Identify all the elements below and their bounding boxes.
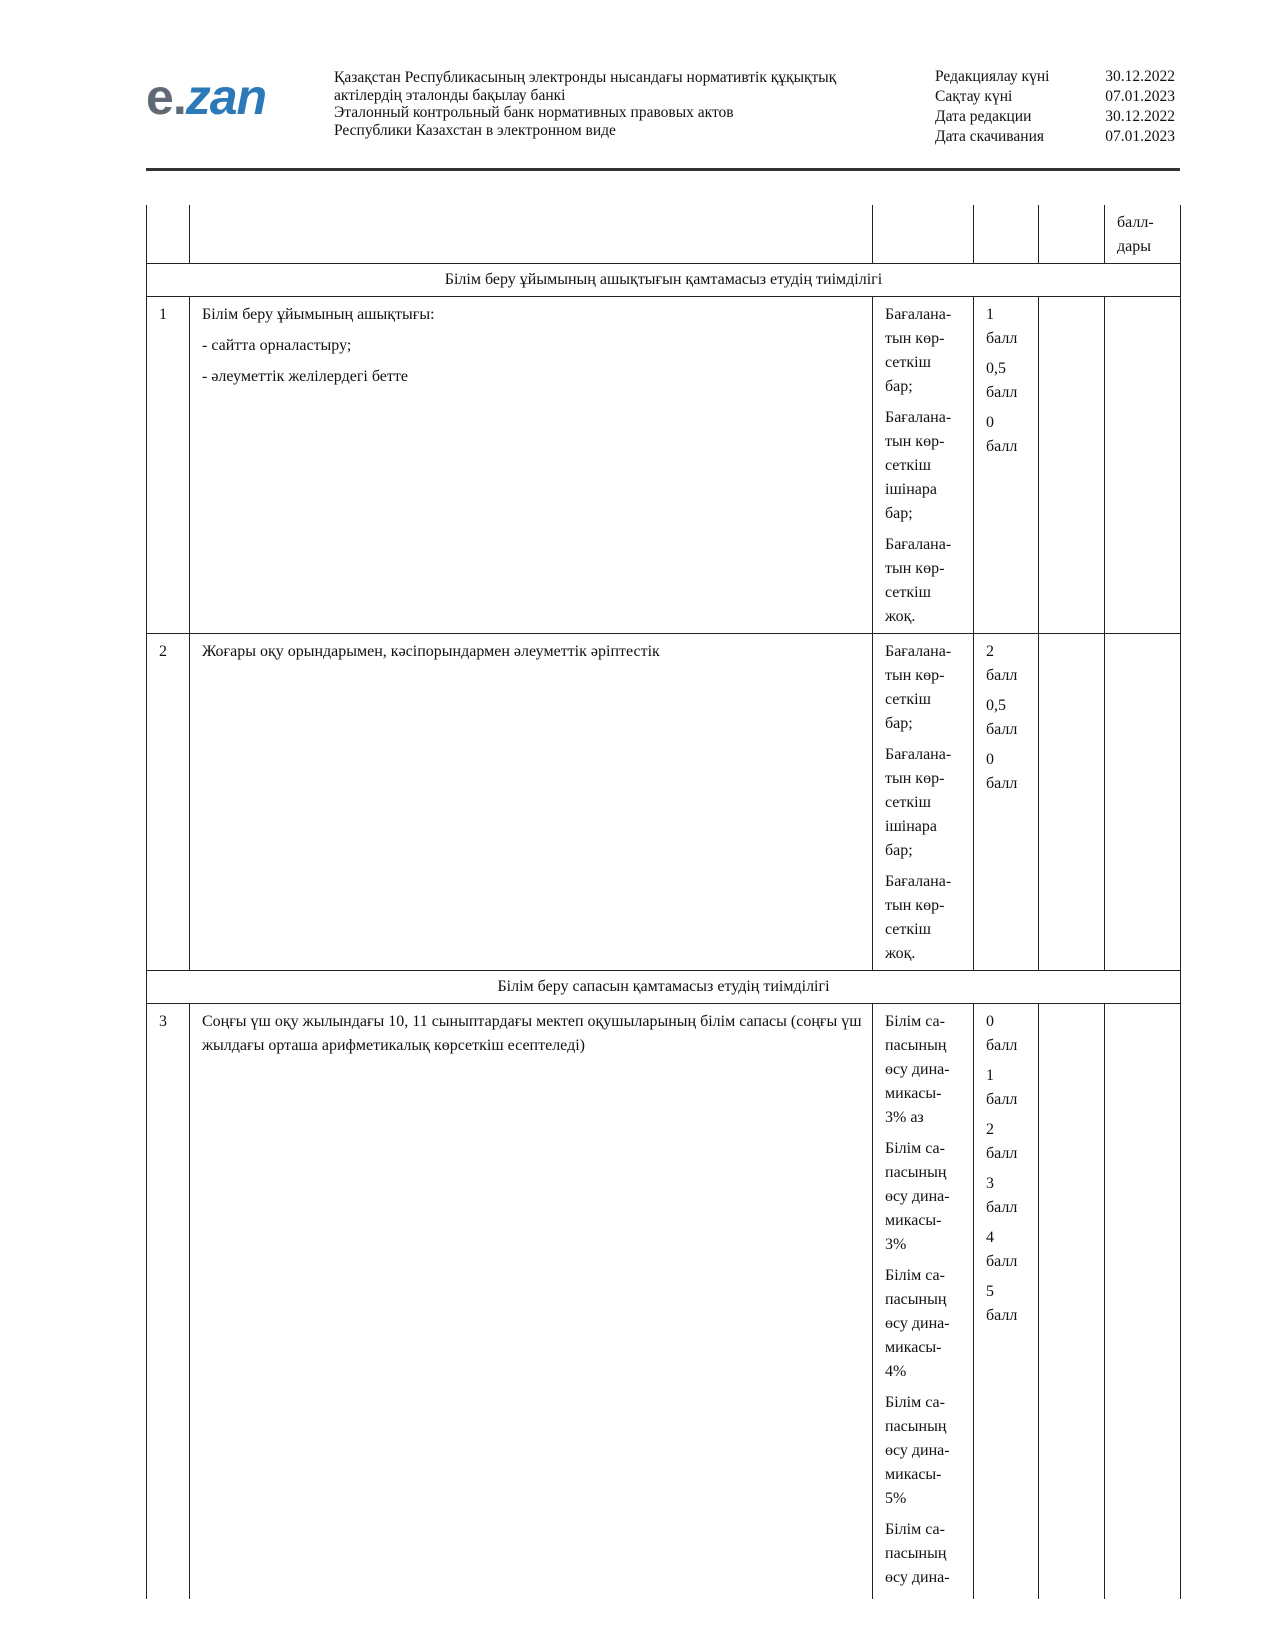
- criteria-line: - әлеуметтік желілердегі бетте: [202, 368, 408, 385]
- criteria-line: Жоғары оқу орындарымен, кәсіпорындармен әлеуметтік әріптестік: [202, 643, 660, 660]
- cell-points: [974, 297, 1039, 634]
- cell-extra: [1039, 1004, 1105, 1599]
- meta-row: [935, 67, 1175, 87]
- meta-label: Дата редакции: [935, 108, 1032, 125]
- cell-criteria: [190, 1004, 873, 1599]
- cell-text: өсу дина-: [885, 1442, 950, 1459]
- points-block: [986, 411, 1028, 459]
- points-block: [986, 694, 1028, 742]
- indicator-block: [885, 640, 963, 736]
- meta-value: 30.12.2022: [1105, 108, 1175, 125]
- section-row: [147, 971, 1181, 1004]
- cell-text: өсу дина-: [885, 1061, 950, 1078]
- points-block: [986, 640, 1028, 688]
- points-block: [986, 357, 1028, 405]
- header-title: [334, 69, 894, 139]
- meta-label: Дата скачивания: [935, 128, 1045, 145]
- cell-text: Бағалана-: [885, 873, 952, 890]
- cell-text: Бағалана-: [885, 306, 952, 323]
- cell-text: ішінара: [885, 818, 937, 835]
- indicator-block: [885, 743, 963, 863]
- indicator-block: [885, 870, 963, 966]
- meta-value: 30.12.2022: [1105, 68, 1175, 85]
- cell-text: балл: [986, 1253, 1018, 1270]
- header-title-line: Эталонный контрольный банк нормативных правовых актов: [334, 104, 734, 121]
- cell-text: балл: [986, 1037, 1018, 1054]
- points-block: [986, 1010, 1028, 1058]
- cell-text: өсу дина-: [885, 1188, 950, 1205]
- cell-text: жоқ.: [885, 608, 916, 625]
- points-block: [986, 1280, 1028, 1328]
- cell-text: балл: [986, 721, 1018, 738]
- points-block: [986, 1226, 1028, 1274]
- meta-row: [935, 87, 1175, 107]
- cell-text: ішінара: [885, 481, 937, 498]
- cell-indicator: [873, 634, 974, 971]
- cell-text: балл-: [1117, 214, 1154, 231]
- cell-text: пасының: [885, 1037, 947, 1054]
- cell-text: пасының: [885, 1418, 947, 1435]
- criteria-line: - сайтта орналастыру;: [202, 337, 352, 354]
- cell-text: Білім са-: [885, 1140, 945, 1157]
- cell-text: микасы-: [885, 1085, 942, 1102]
- cell-text: сеткіш: [885, 354, 931, 371]
- cell-indicator: [873, 1004, 974, 1599]
- points-block: [986, 1118, 1028, 1166]
- cell-points: [974, 634, 1039, 971]
- cell-text: пасының: [885, 1545, 947, 1562]
- header-meta: [935, 67, 1175, 147]
- cell-text: 1: [986, 306, 994, 323]
- logo-zan: zan: [185, 69, 267, 125]
- indicator-block: [885, 1264, 963, 1384]
- cell-text: дары: [1117, 238, 1151, 255]
- cell-indicator: [873, 297, 974, 634]
- section-row: [147, 264, 1181, 297]
- points-block: [986, 1064, 1028, 1112]
- cell-text: тын көр-: [885, 897, 945, 914]
- header-title-line: Республики Казахстан в электронном виде: [334, 121, 616, 139]
- cell-text: Бағалана-: [885, 409, 952, 426]
- header-title-line: актілердің эталонды бақылау банкі: [334, 86, 566, 104]
- cell-text: балл: [986, 1145, 1018, 1162]
- points-block: [986, 748, 1028, 796]
- logo-e: e: [146, 69, 173, 125]
- indicator-block: [885, 1391, 963, 1511]
- cell-text: 3% аз: [885, 1109, 924, 1126]
- cell-text: сеткіш: [885, 584, 931, 601]
- cell-text: бар;: [885, 505, 913, 522]
- cell-text: балл: [986, 1091, 1018, 1108]
- cell-num: 1: [147, 297, 190, 634]
- indicator-block: [885, 406, 963, 526]
- cell-text: тын көр-: [885, 433, 945, 450]
- cell-text: микасы-: [885, 1339, 942, 1356]
- cell-total: [1105, 1004, 1181, 1599]
- table-row-continued: [147, 205, 1181, 264]
- cell-text: балл: [986, 384, 1018, 401]
- section-title: Білім беру сапасын қамтамасыз етудің тиімділігі: [147, 971, 1181, 1004]
- cell-num: 3: [147, 1004, 190, 1599]
- meta-row: [935, 107, 1175, 127]
- cell-text: 4: [986, 1229, 994, 1246]
- cell-indicator: [873, 205, 974, 264]
- cell-extra: [1039, 205, 1105, 264]
- cell-text: сеткіш: [885, 921, 931, 938]
- cell-text: 5%: [885, 1490, 907, 1507]
- cell-text: балл: [986, 1199, 1018, 1216]
- cell-points: [974, 205, 1039, 264]
- cell-text: Бағалана-: [885, 643, 952, 660]
- cell-text: 4%: [885, 1363, 907, 1380]
- table-row: [147, 297, 1181, 634]
- cell-text: жоқ.: [885, 945, 916, 962]
- cell-text: 5: [986, 1283, 994, 1300]
- cell-text: балл: [986, 438, 1018, 455]
- meta-label: Сақтау күні: [935, 88, 1013, 105]
- cell-text: Бағалана-: [885, 746, 952, 763]
- cell-text: 2: [986, 643, 994, 660]
- cell-text: 3%: [885, 1236, 907, 1253]
- cell-text: 2: [986, 1121, 994, 1138]
- points-block: [986, 1172, 1028, 1220]
- table-row: [147, 634, 1181, 971]
- cell-total: [1105, 634, 1181, 971]
- cell-text: тын көр-: [885, 560, 945, 577]
- cell-text: тын көр-: [885, 770, 945, 787]
- cell-criteria: [190, 297, 873, 634]
- cell-text: микасы-: [885, 1212, 942, 1229]
- cell-text: өсу дина-: [885, 1315, 950, 1332]
- cell-text: Білім са-: [885, 1013, 945, 1030]
- indicator-block: [885, 1137, 963, 1257]
- cell-text: 0,5: [986, 360, 1006, 377]
- cell-text: 0,5: [986, 697, 1006, 714]
- cell-num: [147, 205, 190, 264]
- cell-text: бар;: [885, 842, 913, 859]
- cell-text: пасының: [885, 1291, 947, 1308]
- cell-text: Білім са-: [885, 1267, 945, 1284]
- section-title: Білім беру ұйымының ашықтығын қамтамасыз етудің тиімділігі: [147, 264, 1181, 297]
- cell-text: сеткіш: [885, 794, 931, 811]
- cell-text: микасы-: [885, 1466, 942, 1483]
- cell-total: [1105, 297, 1181, 634]
- indicator-block: [885, 1518, 963, 1590]
- cell-text: бар;: [885, 715, 913, 732]
- cell-criteria: [190, 634, 873, 971]
- cell-text: Бағалана-: [885, 536, 952, 553]
- cell-text: Білім са-: [885, 1394, 945, 1411]
- cell-text: 3: [986, 1175, 994, 1192]
- cell-extra: [1039, 634, 1105, 971]
- cell-text: балл: [986, 667, 1018, 684]
- cell-text: өсу дина-: [885, 1569, 950, 1586]
- ezan-logo: [146, 69, 267, 125]
- cell-text: Білім са-: [885, 1521, 945, 1538]
- meta-value: 07.01.2023: [1105, 128, 1175, 145]
- cell-text: 1: [986, 1067, 994, 1084]
- meta-label: Редакциялау күні: [935, 68, 1050, 85]
- indicator-block: [885, 533, 963, 629]
- cell-text: сеткіш: [885, 691, 931, 708]
- cell-text: тын көр-: [885, 330, 945, 347]
- cell-text: сеткіш: [885, 457, 931, 474]
- cell-text: бар;: [885, 378, 913, 395]
- table-row: [147, 1004, 1181, 1599]
- cell-text: 0: [986, 414, 994, 431]
- cell-points: [974, 1004, 1039, 1599]
- cell-total: [1105, 205, 1181, 264]
- meta-row: [935, 127, 1175, 147]
- meta-value: 07.01.2023: [1105, 88, 1175, 105]
- cell-text: балл: [986, 775, 1018, 792]
- points-block: [986, 303, 1028, 351]
- header-divider: [146, 168, 1180, 171]
- criteria-line: Білім беру ұйымының ашықтығы:: [202, 306, 435, 323]
- cell-text: тын көр-: [885, 667, 945, 684]
- cell-text: балл: [986, 330, 1018, 347]
- cell-text: пасының: [885, 1164, 947, 1181]
- cell-text: 0: [986, 751, 994, 768]
- logo-dot: .: [172, 69, 186, 125]
- criteria-line: Соңғы үш оқу жылындағы 10, 11 сыныптардағы мектеп оқушыларының білім сапасы (соңғы үш жылдағы орташа арифметикалық көрсеткіш есептеледі): [202, 1013, 862, 1054]
- indicator-block: [885, 1010, 963, 1130]
- cell-text: 0: [986, 1013, 994, 1030]
- cell-text: балл: [986, 1307, 1018, 1324]
- cell-extra: [1039, 297, 1105, 634]
- cell-num: 2: [147, 634, 190, 971]
- cell-criteria: [190, 205, 873, 264]
- header-title-line: Қазақстан Республикасының электронды нысандағы нормативтік құқықтық: [334, 69, 837, 86]
- indicator-block: [885, 303, 963, 399]
- criteria-table: [146, 205, 1181, 1599]
